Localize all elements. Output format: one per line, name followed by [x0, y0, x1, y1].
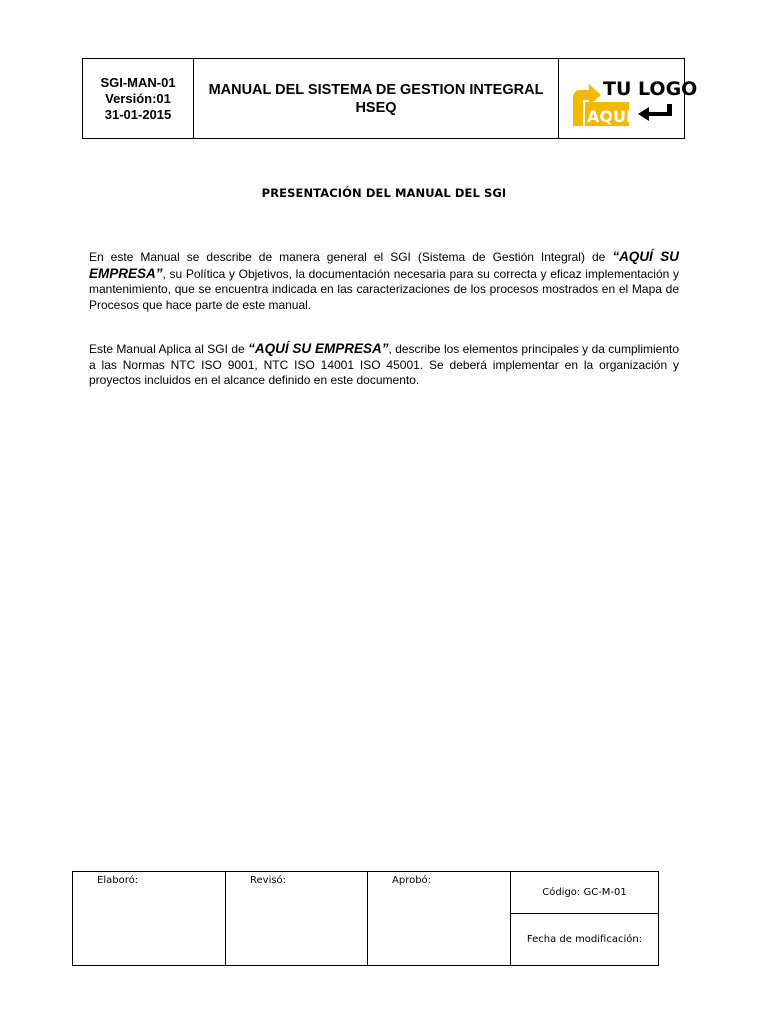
document-version: Versión:01 [105, 90, 171, 106]
paragraph-scope [89, 341, 679, 389]
approval-footer [72, 871, 659, 966]
company-name-emphasis: “AQUÍ SU EMPRESA” [89, 249, 679, 281]
codigo-cell [511, 872, 658, 914]
reviso-cell [226, 872, 368, 965]
document-code: SGI-MAN-01 [100, 74, 176, 90]
elaboro-label: Elaboró: [97, 875, 139, 886]
logo-text-top: TU LOGO [602, 77, 697, 100]
reviso-label: Revisó: [250, 875, 287, 886]
section-title: PRESENTACIÓN DEL MANUAL DEL SGI [261, 186, 507, 200]
logo-arrow-back-icon [638, 104, 672, 121]
document-title-cell [194, 59, 559, 138]
codigo-label: Código: GC-M-01 [542, 887, 627, 898]
document-title-line1: MANUAL DEL SISTEMA DE GESTION INTEGRAL [208, 81, 544, 98]
elaboro-cell [73, 872, 226, 965]
document-code-cell [83, 59, 194, 138]
document-header [82, 58, 697, 139]
fecha-cell [511, 914, 658, 965]
paragraph-scope-text-end: , describe los elementos principales y da cumplimiento a las Normas NTC ISO 9001, NTC ISO 14001 ISO 45001. Se deberá implementar en la organización y proyectos incluidos en el alcance definido en este documento. [89, 342, 680, 387]
paragraph-intro-text-end: , su Política y Objetivos, la documentación necesaria para su correcta y eficaz implementación y mantenimiento, que se encuentra indicada en las caracterizaciones de los procesos mostrados en el Mapa de Procesos que hace parte de este manual. [89, 266, 679, 312]
aprobo-label: Aprobó: [392, 875, 432, 886]
paragraph-intro-text-start: En este Manual se describe de manera general el SGI (Sistema de Gestión Integral) de [89, 250, 613, 264]
aprobo-cell [368, 872, 511, 965]
fecha-label: Fecha de modificación: [526, 934, 643, 945]
code-date-cell [511, 872, 658, 965]
logo-text-bottom: AQUI [586, 106, 632, 126]
document-title-line2: HSEQ [355, 99, 397, 116]
company-logo [563, 68, 697, 130]
logo-cell [559, 59, 697, 138]
paragraph-intro [89, 249, 679, 313]
company-name-emphasis: “AQUÍ SU EMPRESA” [248, 341, 389, 356]
document-date: 31-01-2015 [104, 106, 172, 122]
paragraph-scope-text-start: Este Manual Aplica al SGI de [89, 342, 249, 356]
